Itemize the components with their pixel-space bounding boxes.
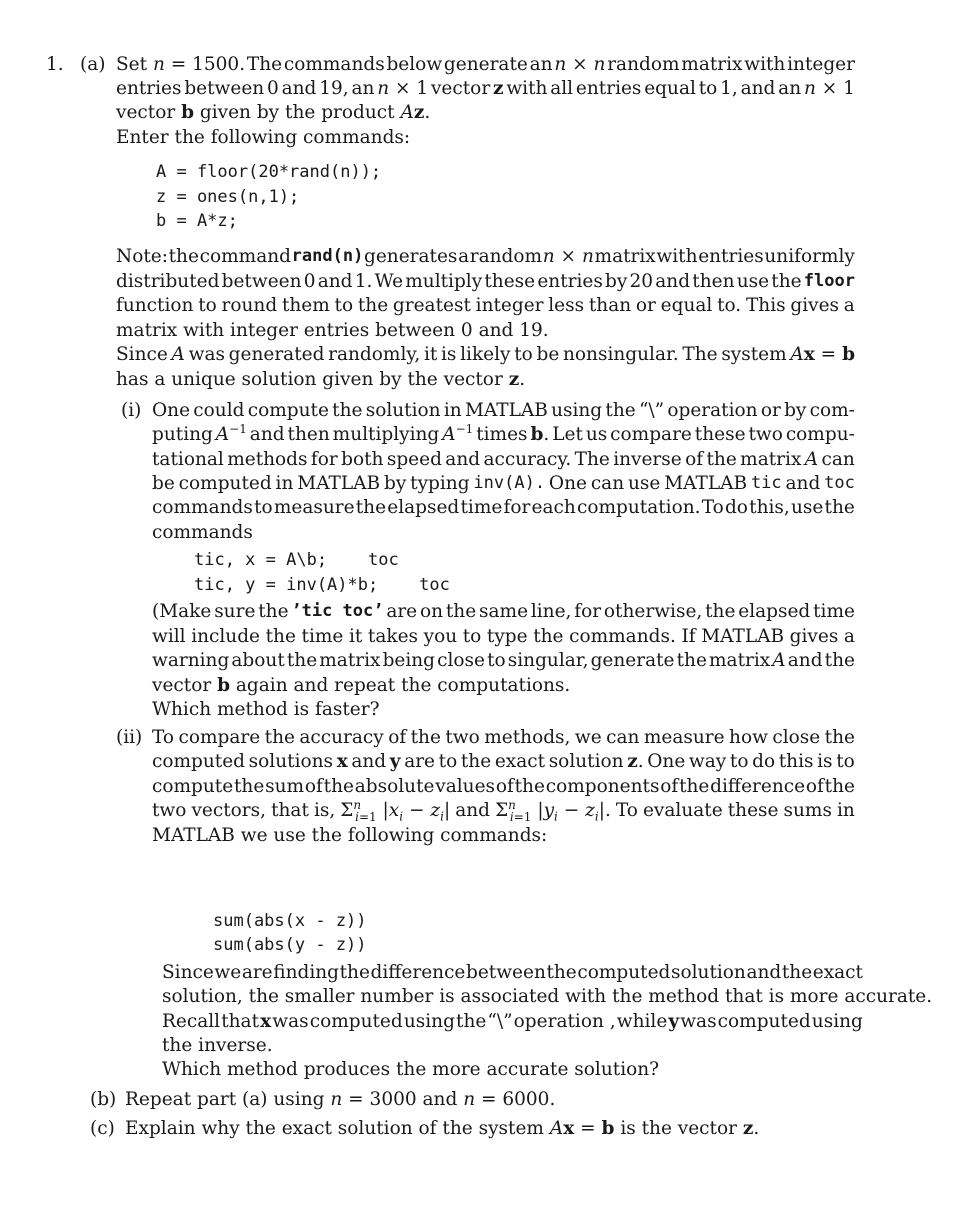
sub-ii-after-line-3: Recall that x was computed using the “\” operation , while y was computed using bbox=[162, 1011, 863, 1032]
part-a-label: (a) bbox=[80, 54, 106, 75]
sub-i-question: Which method is faster? bbox=[152, 699, 380, 720]
note-line-1: Note: the command rand(n) generates a random n × n matrix with entries uniformly bbox=[116, 246, 855, 267]
note-line-3: function to round them to the greatest integer less than or equal to. This gives a bbox=[116, 295, 855, 316]
sub-ii-question: Which method produces the more accurate solution? bbox=[162, 1059, 660, 1080]
note-line-4: matrix with integer entries between 0 and 19. bbox=[116, 320, 549, 341]
code-line-vector-b: b = A*z; bbox=[156, 211, 238, 231]
sub-ii-line-4: two vectors, that is, $\Sigma^n_{i=1}$ $|x_i - z_i|$ and $\Sigma^n_{i=1}$ $|y_i - z_i|$. To evaluate these sums in bbox=[152, 797, 855, 824]
part-b-text: Repeat part (a) using n = 3000 and n = 6000. bbox=[125, 1089, 556, 1110]
note-line-6: has a unique solution given by the vector z. bbox=[116, 369, 526, 390]
sub-i-line-6: commands bbox=[152, 522, 253, 543]
part-c-text: Explain why the exact solution of the system Ax = b is the vector z. bbox=[125, 1118, 760, 1139]
code-line-tic-inverse: tic, y = inv(A)*b; toc bbox=[194, 575, 450, 595]
code-line-vector-z: z = ones(n,1); bbox=[156, 187, 300, 207]
sub-i-line-3: tational methods for both speed and accuracy. The inverse of the matrix A can bbox=[152, 449, 855, 470]
sub-i-after-line-4: vector b again and repeat the computations. bbox=[152, 675, 571, 696]
sub-i-label: (i) bbox=[121, 400, 142, 421]
code-line-sum-x: sum(abs(x - z)) bbox=[213, 911, 367, 931]
sub-i-after-line-2: will include the time it takes you to type the commands. If MATLAB gives a bbox=[152, 626, 855, 647]
sub-ii-line-1: To compare the accuracy of the two methods, we can measure how close the bbox=[152, 727, 855, 748]
sub-i-line-2: puting $A^{-1}$ and then multiplying $A^{-1}$ times b. Let us compare these two compu- bbox=[152, 421, 855, 445]
sub-ii-line-2: computed solutions x and y are to the exact solution z. One way to do this is to bbox=[152, 751, 855, 772]
sub-ii-line-5: MATLAB we use the following commands: bbox=[152, 825, 548, 846]
sub-i-line-4: be computed in MATLAB by typing inv(A). One can use MATLAB tic and toc bbox=[152, 473, 855, 494]
sub-i-after-line-3: warning about the matrix being close to singular, generate the matrix A and the bbox=[152, 650, 855, 671]
part-c-label: (c) bbox=[90, 1118, 115, 1139]
problem-number: 1. bbox=[46, 54, 64, 75]
sub-i-line-5: commands to measure the elapsed time for each computation. To do this, use the bbox=[152, 497, 855, 518]
sub-ii-after-line-2: solution, the smaller number is associated with the method that is more accurate. bbox=[162, 986, 933, 1007]
sub-ii-after-line-4: the inverse. bbox=[162, 1035, 273, 1056]
part-a-intro-line-2: entries between 0 and 19, an n × 1 vector z with all entries equal to 1, and an n × 1 bbox=[116, 78, 855, 99]
code-line-sum-y: sum(abs(y - z)) bbox=[213, 935, 367, 955]
note-line-2: distributed between 0 and 1. We multiply these entries by 20 and then use the floor bbox=[116, 271, 855, 292]
part-a-intro-line-1: Set n = 1500. The commands below generate an n × n random matrix with integer bbox=[116, 54, 855, 75]
part-a-intro-line-4: Enter the following commands: bbox=[116, 127, 411, 148]
sub-ii-after-line-1: Since we are finding the difference between the computed solution and the exact bbox=[162, 962, 863, 983]
code-line-tic-backslash: tic, x = A\b; toc bbox=[194, 550, 399, 570]
note-line-5: Since A was generated randomly, it is likely to be nonsingular. The system Ax = b bbox=[116, 344, 855, 365]
sub-i-line-1: One could compute the solution in MATLAB using the “\” operation or by com- bbox=[152, 400, 855, 421]
sub-ii-label: (ii) bbox=[116, 727, 143, 748]
sub-i-after-line-1: (Make sure the ’tic toc’ are on the same line, for otherwise, the elapsed time bbox=[152, 601, 855, 622]
sub-ii-line-3: compute the sum of the absolute values of the components of the difference of the bbox=[152, 776, 855, 797]
part-a-intro-line-3: vector b given by the product Az. bbox=[116, 102, 431, 123]
part-b-label: (b) bbox=[90, 1089, 117, 1110]
code-line-matrix-a: A = floor(20*rand(n)); bbox=[156, 162, 382, 182]
